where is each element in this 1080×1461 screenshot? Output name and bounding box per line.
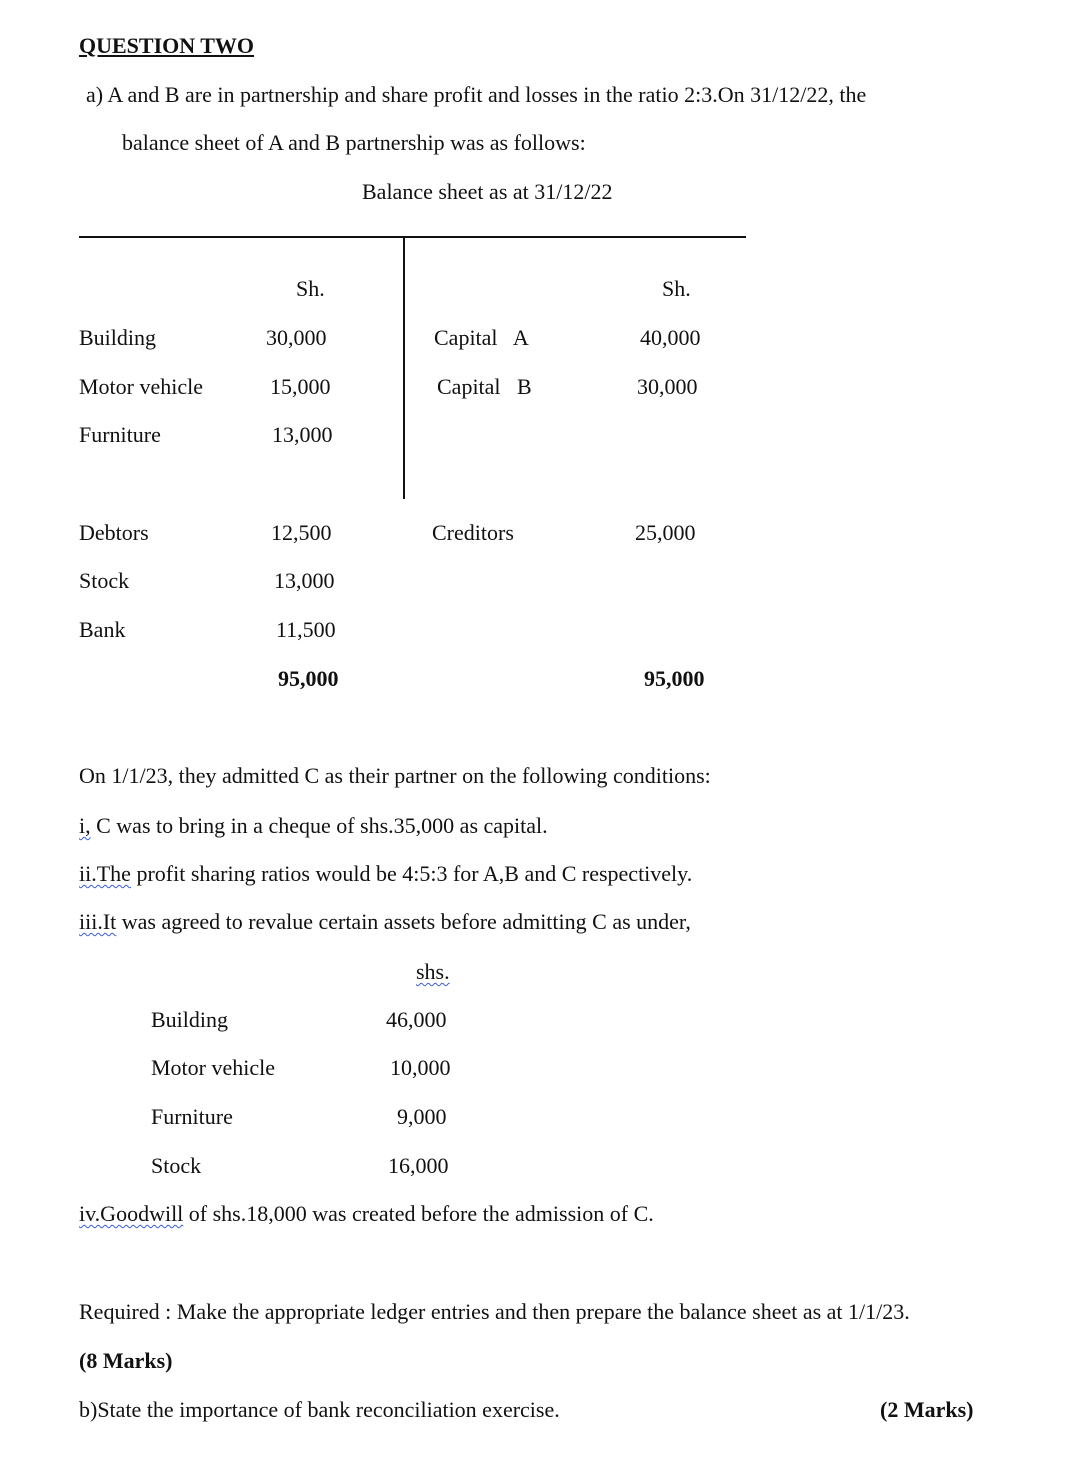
liability-value: 40,000 xyxy=(640,325,701,350)
part-b-text: b)State the importance of bank reconciliation exercise. xyxy=(79,1397,560,1422)
balance-sheet-center-divider xyxy=(403,236,405,499)
revaluation-value: 46,000 xyxy=(386,1007,447,1032)
revaluation-label: Motor vehicle xyxy=(151,1055,276,1080)
revaluation-currency-header: shs. xyxy=(416,959,450,984)
part-b-marks: (2 Marks) xyxy=(880,1397,974,1422)
assets-currency-header: Sh. xyxy=(296,276,325,301)
liability-label: Capital B xyxy=(437,374,532,399)
condition-i xyxy=(79,815,548,837)
condition-ii xyxy=(79,863,692,885)
part-a-line-1: a) A and B are in partnership and share profit and losses in the ratio 2:3.On 31/12/22, the xyxy=(86,82,867,107)
condition-i-text: C was to bring in a cheque of shs.35,000 as capital. xyxy=(90,813,548,838)
revaluation-value: 9,000 xyxy=(397,1104,447,1129)
revaluation-value: 10,000 xyxy=(390,1055,451,1080)
condition-i-marker: i, xyxy=(79,813,91,838)
assets-total: 95,000 xyxy=(278,666,339,691)
liabilities-currency-header: Sh. xyxy=(662,276,691,301)
question-heading: QUESTION TWO xyxy=(79,33,255,58)
condition-iii-marker: iii.It xyxy=(79,909,117,934)
asset-label: Bank xyxy=(79,617,126,642)
condition-iii xyxy=(79,911,691,933)
asset-value: 11,500 xyxy=(276,617,336,642)
revaluation-value: 16,000 xyxy=(388,1153,449,1178)
revaluation-label: Building xyxy=(151,1007,229,1032)
revaluation-label: Stock xyxy=(151,1153,202,1178)
asset-value: 30,000 xyxy=(266,325,327,350)
asset-label: Building xyxy=(79,325,157,350)
asset-label: Stock xyxy=(79,568,130,593)
balance-sheet-top-rule xyxy=(79,236,746,238)
asset-value: 12,500 xyxy=(271,520,332,545)
conditions-intro: On 1/1/23, they admitted C as their partner on the following conditions: xyxy=(79,763,711,788)
revaluation-label: Furniture xyxy=(151,1104,233,1129)
part-a-line-2: balance sheet of A and B partnership was as follows: xyxy=(122,130,586,155)
liability-label: Creditors xyxy=(432,520,514,545)
liability-label: Capital A xyxy=(434,325,529,350)
condition-ii-text: profit sharing ratios would be 4:5:3 for A,B and C respectively. xyxy=(130,861,693,886)
asset-value: 13,000 xyxy=(274,568,335,593)
part-a-marks: (8 Marks) xyxy=(79,1348,173,1373)
condition-iv xyxy=(79,1203,654,1225)
asset-value: 13,000 xyxy=(272,422,333,447)
asset-value: 15,000 xyxy=(270,374,331,399)
asset-label: Motor vehicle xyxy=(79,374,204,399)
condition-ii-marker: ii.The xyxy=(79,861,131,886)
asset-label: Debtors xyxy=(79,520,149,545)
condition-iv-text: of shs.18,000 was created before the admission of C. xyxy=(183,1201,654,1226)
balance-sheet-title: Balance sheet as at 31/12/22 xyxy=(362,179,613,204)
required-text: Required : Make the appropriate ledger entries and then prepare the balance sheet as at 1/1/23. xyxy=(79,1299,910,1324)
condition-iv-marker: iv.Goodwill xyxy=(79,1201,184,1226)
condition-iii-text: was agreed to revalue certain assets before admitting C as under, xyxy=(116,909,691,934)
liabilities-total: 95,000 xyxy=(644,666,705,691)
liability-value: 25,000 xyxy=(635,520,696,545)
asset-label: Furniture xyxy=(79,422,161,447)
liability-value: 30,000 xyxy=(637,374,698,399)
